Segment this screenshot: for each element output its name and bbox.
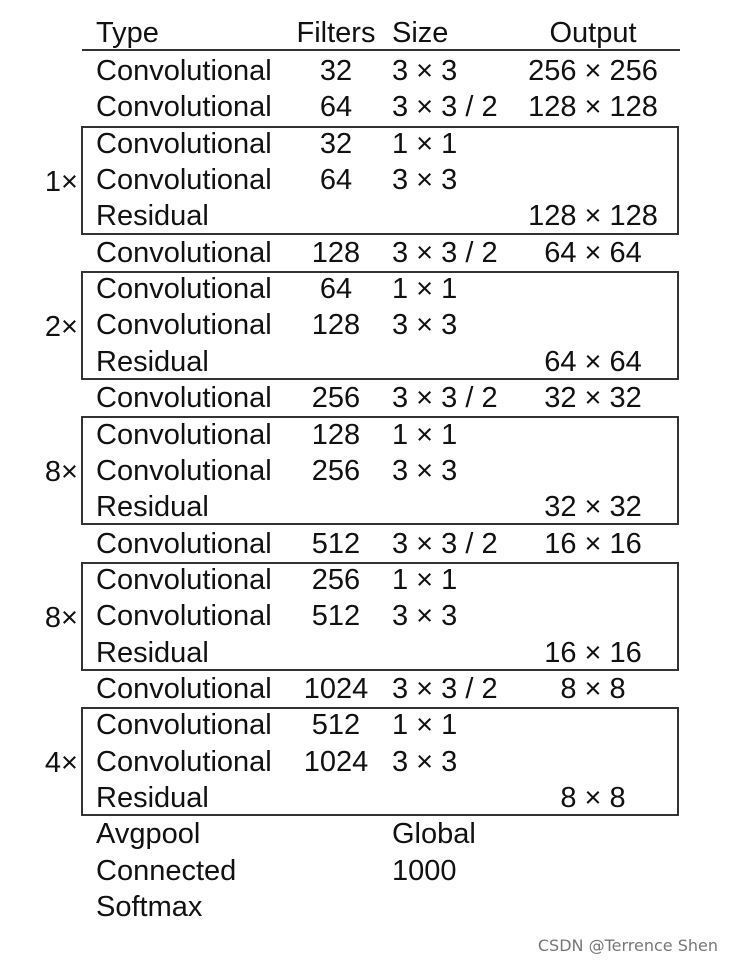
- row-filters: 256: [311, 382, 361, 414]
- row-size: 1000: [392, 855, 457, 887]
- row-type: Convolutional: [96, 746, 272, 778]
- row-filters: 512: [311, 709, 361, 741]
- row-size: 3 × 3: [392, 600, 458, 632]
- header-type: Type: [96, 17, 159, 49]
- row-size: 1 × 1: [392, 419, 458, 451]
- row-filters: 64: [319, 164, 353, 196]
- row-output: 64 × 64: [544, 346, 642, 378]
- block-multiplier: 2×: [44, 311, 78, 343]
- row-output: 128 × 128: [528, 91, 658, 123]
- row-size: 3 × 3 / 2: [392, 673, 498, 705]
- row-output: 256 × 256: [528, 55, 658, 87]
- row-type: Convolutional: [96, 382, 272, 414]
- row-type: Convolutional: [96, 600, 272, 632]
- row-size: 1 × 1: [392, 128, 458, 160]
- row-type: Convolutional: [96, 273, 272, 305]
- row-filters: 1024: [303, 673, 369, 705]
- row-type: Residual: [96, 637, 209, 669]
- row-type: Residual: [96, 200, 209, 232]
- row-filters: 1024: [303, 746, 369, 778]
- row-type: Avgpool: [96, 818, 201, 850]
- row-type: Residual: [96, 346, 209, 378]
- row-type: Convolutional: [96, 55, 272, 87]
- row-output: 64 × 64: [544, 237, 642, 269]
- row-size: 3 × 3: [392, 455, 458, 487]
- row-filters: 64: [319, 91, 353, 123]
- row-size: 3 × 3: [392, 309, 458, 341]
- block-multiplier: 8×: [44, 602, 78, 634]
- row-type: Convolutional: [96, 237, 272, 269]
- block-multiplier: 8×: [44, 456, 78, 488]
- row-type: Convolutional: [96, 164, 272, 196]
- row-output: 8 × 8: [560, 673, 626, 705]
- row-type: Softmax: [96, 891, 203, 923]
- row-type: Convolutional: [96, 128, 272, 160]
- row-type: Convolutional: [96, 673, 272, 705]
- row-filters: 64: [319, 273, 353, 305]
- row-filters: 128: [311, 237, 361, 269]
- row-output: 32 × 32: [544, 382, 642, 414]
- row-output: 16 × 16: [544, 637, 642, 669]
- row-size: 3 × 3 / 2: [392, 528, 498, 560]
- row-output: 16 × 16: [544, 528, 642, 560]
- row-filters: 32: [319, 55, 353, 87]
- row-type: Convolutional: [96, 309, 272, 341]
- row-size: 3 × 3: [392, 164, 458, 196]
- block-multiplier: 4×: [44, 747, 78, 779]
- row-filters: 128: [311, 309, 361, 341]
- row-type: Convolutional: [96, 455, 272, 487]
- row-type: Convolutional: [96, 564, 272, 596]
- row-type: Convolutional: [96, 709, 272, 741]
- header-output: Output: [549, 17, 637, 49]
- row-output: 128 × 128: [528, 200, 658, 232]
- row-type: Connected: [96, 855, 237, 887]
- header-size: Size: [392, 17, 449, 49]
- row-filters: 512: [311, 600, 361, 632]
- row-output: 32 × 32: [544, 491, 642, 523]
- header-rule: [82, 49, 680, 51]
- row-type: Convolutional: [96, 528, 272, 560]
- row-size: 3 × 3: [392, 746, 458, 778]
- row-filters: 128: [311, 419, 361, 451]
- row-type: Residual: [96, 491, 209, 523]
- row-type: Convolutional: [96, 91, 272, 123]
- header-filters: Filters: [296, 17, 376, 49]
- block-multiplier: 1×: [44, 166, 78, 198]
- row-type: Residual: [96, 782, 209, 814]
- row-size: 3 × 3 / 2: [392, 382, 498, 414]
- row-size: 3 × 3 / 2: [392, 237, 498, 269]
- row-size: Global: [392, 818, 476, 850]
- row-size: 1 × 1: [392, 273, 458, 305]
- row-filters: 256: [311, 455, 361, 487]
- row-output: 8 × 8: [560, 782, 626, 814]
- watermark: CSDN @Terrence Shen: [537, 936, 718, 955]
- row-size: 3 × 3 / 2: [392, 91, 498, 123]
- row-type: Convolutional: [96, 419, 272, 451]
- row-size: 1 × 1: [392, 709, 458, 741]
- row-size: 3 × 3: [392, 55, 458, 87]
- row-filters: 512: [311, 528, 361, 560]
- row-size: 1 × 1: [392, 564, 458, 596]
- row-filters: 256: [311, 564, 361, 596]
- row-filters: 32: [319, 128, 353, 160]
